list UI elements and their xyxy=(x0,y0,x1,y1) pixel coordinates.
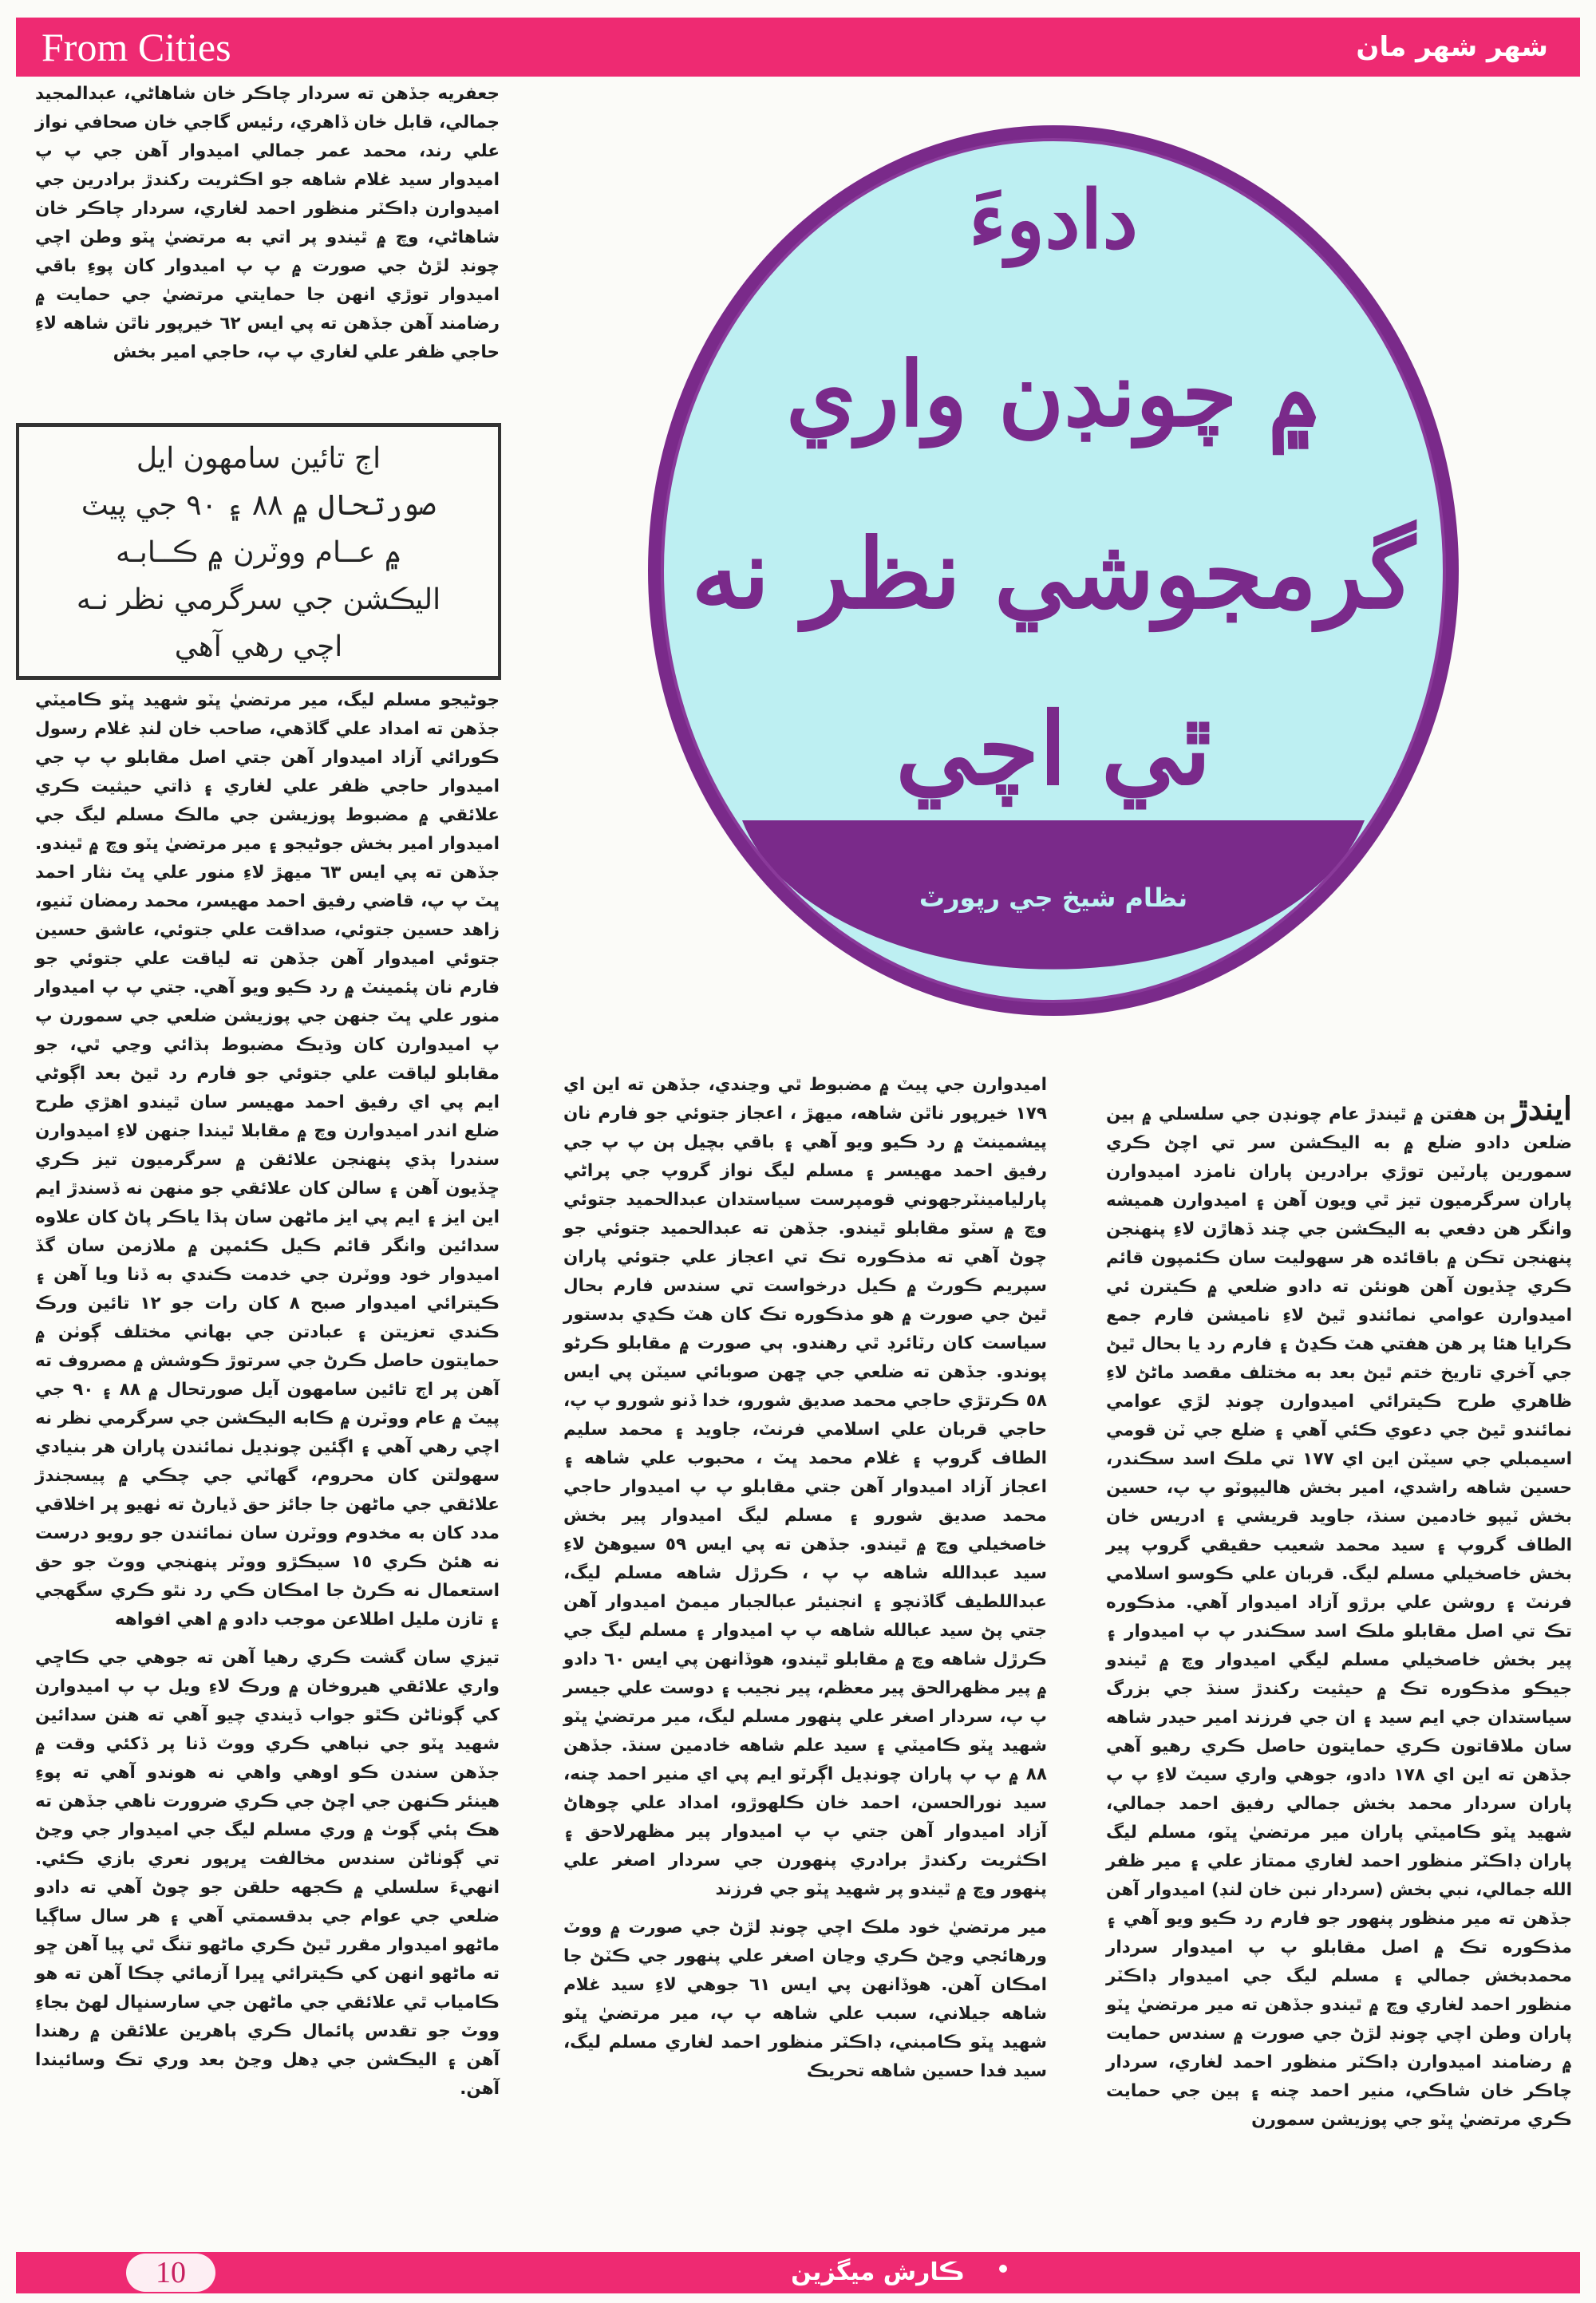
pull-quote-box xyxy=(16,423,501,680)
headline-line: ۾ چونڊن واري xyxy=(786,342,1321,447)
article-paragraph: تيزي سان گشت ڪري رهيا آهن ته جوهي جي ڪاڇي واري علائقي هيروخان ۾ ورڪ لاءِ ويل پ پ اميدوارن کي ڳوٺاڻن ڪٿو جواب ڏيندي چيو آهي ته هنن سدائين شهيد ڀٽو جي نباهي ڪري ووٽ ڏنا پر ڏکئي وقت ۾ جڏهن سندن ڪو اوهي واهي نه هوندو آهي ته پوءِ هينئر ڪنهن جي اچڻ جي ڪري ضرورت ناهي جڏهن ته هڪ ٻئي ڳوٺ ۾ وري مسلم ليگ جي اميدوار جي وڃڻ تي ڳوٺاڻن سندس مخالفت ڀرپور نعري بازي ڪئي. انهيءَ سلسلي ۾ ڪجهه حلقن جو چوڻ آهي ته دادو ضلعي جي عوام جي بدقسمتي آهي ۽ هر سال ساڳيا ماڻهو اميدوار مقرر ٿيڻ ڪري ماڻهو تنگ ٿي پيا آهن ڇو ته ماڻهو انهن کي ڪيترائي ڀيرا آزمائي چڪا آهن ته هو ڪامياب ٿي علائقي جي ماڻهن جي سارسنڀال لهڻ بجاءِ ووٽ جو تقدس پائمال ڪري ٻاهرين علائقن ۾ رهندا آهن ۽ اليڪشن جي ڍهل وڃڻ بعد وري تڪ وسائيندا آهن. xyxy=(35,1648,500,2099)
article-paragraph: مير مرتضيٰ خود ملڪ اچي چونڊ لڙڻ جي صورت ۾ ووٽ ورهائجي وڃڻ ڪري وڃان اصغر علي پنهور جي ڪٽڻ جا امڪان آهن. هوڏانهن پي ايس ٦١ جوهي لاءِ سيد غلام شاهه جيلاني، سبب علي شاهه پ پ، مير مرتضيٰ ڀٽو شهيد ڀٽو ڪامبني، ڊاڪٽر منظور احمد لغاري مسلم ليگ، سيد فدا حسين شاهه تحريڪ xyxy=(563,1918,1047,2081)
section-banner xyxy=(16,18,1580,77)
article-column-right xyxy=(1106,1090,1572,2135)
page-number: 10 xyxy=(126,2254,215,2292)
article-column-left-top xyxy=(35,80,500,367)
headline-line: ٿي اچي xyxy=(895,692,1211,808)
lead-word: ايندڙ xyxy=(1512,1090,1572,1128)
article-paragraph: جوڻيجو مسلم ليگ، مير مرتضيٰ ڀٽو شهيد ڀٽو ڪاميٽي جڏهن ته امداد علي گاڏهي، صاحب خان لنڊ غلام رسول ڪورائي آزاد اميدوار آهن جتي اصل مقابلو پ پ جي اميدوار حاجي ظفر علي لغاري ۽ ذاتي حيثيت ڪري علائقي ۾ مضبوط پوزيشن جي مالڪ مسلم ليگ جي اميدوار امير بخش جوڻيجو ۽ مير مرتضيٰ ڀٽو وچ ۾ ٿيندو. جڏهن ته پي ايس ٦٣ ميهڙ لاءِ منور علي ڀٽ نثار احمد ڀٽ پ پ، قاضي رفيق احمد مهيسر، محمد رمضان ٽنيو، زاهد حسين جتوئي، صداقت علي جتوئي، عاشق حسين جتوئي اميدوار آهن جڏهن ته لياقت علي جتوئي جو فارم نان پئمينٽ ۾ رد ڪيو ويو آهي. جتي پ پ اميدوار منور علي ڀٽ جنهن جي پوزيشن ضلعي جي سمورن پ پ اميدوارن کان وڌيڪ مضبوط ٻڌائي وڃي ٿي، جو مقابلو لياقت علي جتوئي جو فارم رد ٿيڻ بعد اڳوڻي ايم پي اي رفيق احمد مهيسر سان ٿيندو اهڙي طرح ضلع اندر اميدوارن وچ ۾ مقابلا ٿيندا جنهن لاءِ اميدوارن سندرا ٻڌي پنهنجن علائقن ۾ سرگرميون تيز ڪري ڇڏيون آهن ۽ سالن کان علائقي جو منهن نه ڏسندڙ ايم اين ايز ۽ ايم پي ايز ماڻهن سان ٻڌا ياڪر پاڻ کان علاوه سدائين وانگر قائم ڪيل ڪئمپن ۾ ملازمن سان گڏ اميدوار خود ووٽرن جي خدمت ڪندي به ڏنا ويا آهن ۽ ڪيترائي اميدوار صبح ٨ کان رات جو ١٢ تائين ورڪ ڪندي تعزيتن ۽ عبادتن جي بهاني مختلف ڳوٺن ۾ حمايتون حاصل ڪرڻ جي سرتوڙ ڪوشش ۾ مصروف ته آهن پر اڄ تائين سامهون آيل صورتحال ۾ ٨٨ ۽ ٩٠ جي پيٽ ۾ عام ووٽرن ۾ ڪابه اليڪشن جي سرگرمي نظر نه اچي رهي آهي ۽ اڳئين چونڊيل نمائندن پاران هر بنيادي سهولتن کان محروم، گهاٽي جي چڪي ۾ پيسجندڙ علائقي جي ماڻهن جا جائز حق ڏيارڻ ته ٺهيو پر اخلاقي مدد کان به مخدوم ووٽرن سان نمائندن جو رويو درست نه هئڻ ڪري ١٥ سيڪڙو ووٽر پنهنجي ووٽ جو حق استعمال نه ڪرڻ جا امڪان ڪي رد نٿو ڪري سگهجي ۽ تازن مليل اطلاعن موجب دادو ۾ اهي افواهه xyxy=(35,690,500,1629)
article-paragraph: جعفريه جڏهن ته سردار چاڪر خان شاهاڻي، عبدالمجيد جمالي، قابل خان ڏاهري، رئيس گاجي خان صحافي نواز علي رند، محمد عمر جمالي اميدوار آهن جي پ پ اميدوار سيد غلام شاهه جو اڪثريت رکندڙ برادرين جي اميدوارن ڊاڪٽر منظور احمد لغاري، سردار چاڪر خان شاهاڻي، وچ ۾ ٿيندو پر اتي به مرتضيٰ ڀٽو وطن اچي چونڊ لڙڻ جي صورت ۾ پ پ اميدوار کان پوءِ باقي اميدوار توڙي انهن جا حمايتي مرتضيٰ جي حمايت ۾ رضامند آهن جڏهن ته پي ايس ٦٢ خيرپور ناٿن شاهه لاءِ حاجي ظفر علي لغاري پ پ، حاجي امير بخش xyxy=(35,84,500,362)
headline-line: گرمجوشي نظر نه xyxy=(691,518,1416,630)
pull-quote-line: اليڪشن جي سرگرمي نظر نـه xyxy=(76,583,441,616)
article-column-left-bottom xyxy=(35,686,500,2104)
article-paragraph-body: ٻن هفتن ۾ ٿيندڙ عام چونڊن جي سلسلي ۾ ٻين ضلعن دادو ضلع ۾ به اليڪشن سر تي اچڻ ڪري سمورين پارٽين توڙي برادرين پاران نامزد اميدوارن پاران سرگرميون تيز ٿي ويون آهن ۽ اميدوارن هميشه وانگر هن دفعي به اليڪشن جي چند ڏهاڙن لاءِ پنهنجن پنهنجن تڪن ۾ باقائده هر سهوليت سان ڪئمپون قائم ڪري ڇڏيون آهن هونئن ته دادو ضلعي ۾ ڪيترن ئي اميدوارن عوامي نمائندو ٿيڻ لاءِ ناميشن فارم جمع ڪرايا هئا پر هن هفتي هٽ ڪڍڻ ۽ فارم رد يا بحال ٿيڻ جي آخري تاريخ ختم ٿيڻ بعد به مختلف مقصد ماڻڻ لاءِ ظاهري طرح ڪيترائي اميدوارن چونڊ لڙي عوامي نمائندو ٿيڻ جي دعوي ڪئي آهي ۽ ضلع جي ٽن قومي اسيمبلي جي سيٽن اين اي ١٧٧ تي ملڪ اسد سڪندر، حسين شاهه راشدي، امير بخش هاليپوٽو پ پ، حسين بخش ٽيپو خادمين سنڌ، جاويد قريشي ۽ ادريس خان الطاف گروپ ۽ سيد محمد شعيب حقيقي گروپ پير بخش خاصخيلي مسلم ليگ. قربان علي ڪوسو اسلامي فرنٽ ۽ روشن علي برڙو آزاد اميدوار آهي. مذڪوره تڪ تي اصل مقابلو ملڪ اسد سڪندر پ پ اميدوار ۽ پير بخش خاصخيلي مسلم ليگي اميدوار وچ ۾ ٿيندو جيڪو مذڪوره تڪ ۾ حيثيت رکندڙ سنڌ جي بزرگ سياستدان جي ايم سيد ۽ ان جي فرزند امير حيدر شاهه سان ملاقاتون ڪري حمايتون حاصل ڪري رهيو آهي جڏهن ته اين اي ١٧٨ دادو، جوهي واري سيٽ لاءِ پ پ پاران سردار محمد بخش جمالي رفيق احمد جمالي، شهيد ڀٽو ڪاميٽي پاران مير مرتضيٰ ڀٽو، مسلم ليگ پاران ڊاڪٽر منظور احمد لغاري ممتاز علي ۽ مير ظفر الله جمالي، نبي بخش (سردار نبن خان لنڊ) اميدوار آهن جڏهن ته مير منظور پنهور جو فارم رد ڪيو ويو آهي ۽ مذڪوره تڪ ۾ اصل مقابلو پ پ اميدوار سردار محمدبخش جمالي ۽ مسلم ليگ جي اميدوار ڊاڪٽر منظور احمد لغاري وچ ۾ ٿيندو جڏهن ته مير مرتضيٰ ڀٽو پاران وطن اچي چونڊ لڙڻ جي صورت ۾ سندس حمايت ۾ رضامند اميدوارن ڊاڪٽر منظور احمد لغاري، سردار چاڪر خان شاڪي، منير احمد چنه ۽ ٻين جي حمايت ڪري مرتضيٰ ڀٽو جي پوزيشن سمورن xyxy=(1106,1104,1572,2130)
magazine-name: ڪارش ميگزين xyxy=(791,2258,965,2286)
article-paragraph: اميدوارن جي پيٽ ۾ مضبوط ٿي وڃندي، جڏهن ته اين اي ١٧٩ خيرپور ناٿن شاهه، ميهڙ ، اعجاز جتوئي جو فارم نان پيشمينٽ ۾ رد ڪيو ويو آهي ۽ باقي بچيل ٻن پ پ جي رفيق احمد مهيسر ۽ مسلم ليگ نواز گروپ جي پراڻي پارليامينٽرجهوني قومپرست سياستدان عبدالحميد جتوئي وچ ۾ سٽو مقابلو ٿيندو. جڏهن ته عبدالحميد جتوئي جو چوڻ آهي ته مذڪوره تڪ تي اعجاز علي جتوئي پاران سپريم ڪورٽ ۾ ڪيل درخواست تي سندس فارم بحال ٿيڻ جي صورت ۾ هو مذڪوره تڪ کان هٽ ڪڍي بدستور سياست کان رٽائرڊ ٿي رهندو. ٻي صورت ۾ مقابلو ڪرڻو پوندو. جڏهن ته ضلعي جي ڇهن صوبائي سيٽن پي ايس ٥٨ ڪرتڙي حاجي محمد صديق شورو، خدا ڏنو شورو پ پ، حاجي قربان علي اسلامي فرنٽ، جاويد ۽ محمد سليم الطاف گروپ ۽ غلام محمد ڀٽ ، محبوب علي شاهه ۽ اعجاز آزاد اميدوار آهن جتي مقابلو پ پ اميدوار حاجي محمد صديق شورو ۽ مسلم ليگ اميدوار پير بخش خاصخيلي وچ ۾ ٿيندو. جڏهن ته پي ايس ٥٩ سيوهڻ لاءِ سيد عبدالله شاهه پ پ ، ڪرڙل شاهه مسلم ليگ، عبداللطيف گاڏنچو ۽ انجنيئر عبالجبار ميمڻ اميدوار آهن جتي پڻ سيد عبالله شاهه پ پ اميدوار ۽ مسلم ليگ جي ڪرڙل شاهه وچ ۾ مقابلو ٿيندو، هوڏانهن پي ايس ٦٠ دادو ۾ پير مظهرالحق پير معظم، پير نجيب ۽ دوست علي جيسر پ پ، سردار اصغر علي پنهور مسلم ليگ، مير مرتضيٰ ڀٽو شهيد ڀٽو ڪاميٽي ۽ سيد علم شاهه خادمين سنڌ. جڏهن ٨٨ ۾ پ پ پاران چونڊيل اڳرٽو ايم پي اي منير احمد چنه، سيد نورالحسن، احمد خان ڪلهوڙو، امداد علي چوهاڻ آزاد اميدوار آهن جتي پ پ اميدوار پير مظهرلاحق ۽ اڪثريت رکندڙ برادري پنهورن جي سردار اصغر علي پنهور وچ ۾ ٿيندو پر شهيد ڀٽو جي فرزند xyxy=(563,1075,1047,1899)
section-title-sindhi: شهر شهر مان xyxy=(1356,31,1548,63)
byline: نظام شيخ جي رپورٽ xyxy=(918,883,1188,913)
pull-quote-line: ۾ عــام ووٽرن ۾ ڪــابـه xyxy=(115,536,402,569)
pull-quote-line: صورتحال ۾ ٨٨ ۽ ٩٠ جي پيٽ xyxy=(81,489,437,522)
headline-line: دادوءَ xyxy=(968,172,1139,267)
section-title-english: From Cities xyxy=(41,25,231,69)
pull-quote-line: اڄ تائين سامهون ايل xyxy=(136,442,381,475)
article-paragraph xyxy=(1106,1090,1572,2135)
pull-quote-line: اچي رهي آهي xyxy=(174,630,343,663)
article-column-middle xyxy=(563,1071,1047,2086)
